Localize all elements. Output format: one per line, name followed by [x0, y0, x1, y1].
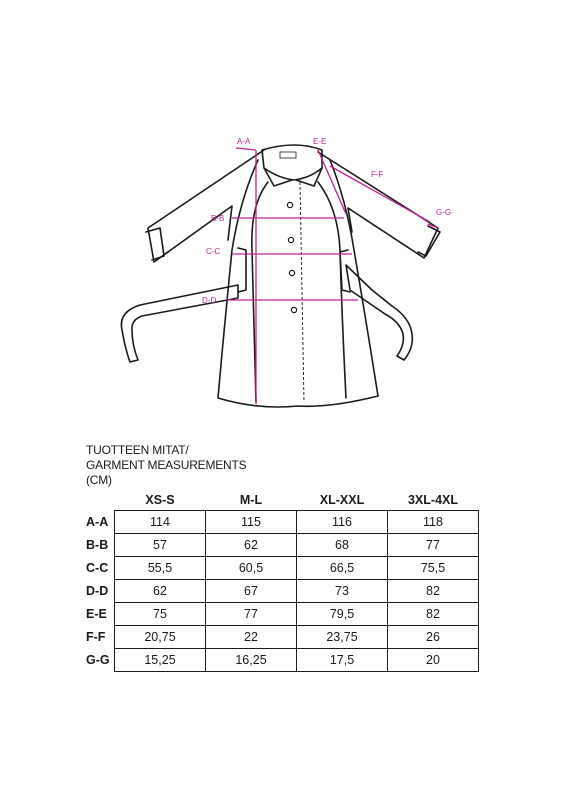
table-cell: 116	[297, 511, 388, 534]
row-label: A-A	[86, 515, 109, 529]
label-f: F-F	[371, 170, 384, 179]
table-cell: 75	[115, 603, 206, 626]
table-cell: 66,5	[297, 557, 388, 580]
table-row	[84, 649, 479, 672]
measure-guide-a	[236, 148, 256, 150]
button-2	[288, 237, 293, 242]
table-cell: 82	[388, 580, 479, 603]
table-cell: 79,5	[297, 603, 388, 626]
table-cell: 15,25	[115, 649, 206, 672]
coat-body	[218, 160, 378, 407]
table-cell: 62	[115, 580, 206, 603]
table-cell: 55,5	[115, 557, 206, 580]
table-cell: 75,5	[388, 557, 479, 580]
caption-finnish: TUOTTEEN MITAT/	[86, 443, 189, 457]
table-row	[84, 580, 479, 603]
table-cell: 17,5	[297, 649, 388, 672]
row-label: C-C	[86, 561, 109, 575]
button-3	[289, 270, 294, 275]
table-cell: 68	[297, 534, 388, 557]
label-tag	[280, 152, 296, 158]
measure-line-e	[318, 150, 346, 214]
table-cell: 22	[206, 626, 297, 649]
table-cell: 23,75	[297, 626, 388, 649]
label-c: C-C	[206, 247, 221, 256]
table-cell: 60,5	[206, 557, 297, 580]
row-label: G-G	[86, 653, 110, 667]
belt-left	[121, 285, 238, 362]
table-cell: 67	[206, 580, 297, 603]
table-cell: 77	[206, 603, 297, 626]
table-row	[84, 511, 479, 534]
button-1	[287, 202, 292, 207]
table-cell: 82	[388, 603, 479, 626]
left-sleeve	[148, 150, 264, 262]
label-a: A-A	[237, 137, 251, 146]
collar	[262, 145, 322, 180]
table-cell: 16,25	[206, 649, 297, 672]
size-chart-table	[84, 490, 479, 672]
pocket-right	[340, 250, 350, 292]
right-sleeve	[318, 152, 438, 258]
column-header-m-l: M-L	[239, 493, 263, 507]
belt-right	[346, 265, 412, 360]
label-b: B-B	[211, 214, 225, 223]
table-corner	[84, 490, 115, 511]
table-cell: 118	[388, 511, 479, 534]
table-header-row	[84, 490, 479, 511]
row-label: D-D	[86, 584, 109, 598]
raglan-seam-left	[252, 182, 268, 402]
table-row	[84, 626, 479, 649]
table-row	[84, 557, 479, 580]
table-cell: 20	[388, 649, 479, 672]
column-header-xs-s: XS-S	[145, 493, 175, 507]
table-cell: 114	[115, 511, 206, 534]
table-cell: 26	[388, 626, 479, 649]
row-label: F-F	[86, 630, 106, 644]
table-row	[84, 603, 479, 626]
caption-english: GARMENT MEASUREMENTS	[86, 458, 247, 472]
right-cuff	[418, 226, 440, 256]
row-label: E-E	[86, 607, 107, 621]
column-header-xl-xxl: XL-XXL	[319, 493, 365, 507]
row-label: B-B	[86, 538, 109, 552]
table-cell: 57	[115, 534, 206, 557]
column-header-3xl-4xl: 3XL-4XL	[407, 493, 458, 507]
table-row	[84, 534, 479, 557]
label-e: E-E	[313, 137, 327, 146]
table-cell: 77	[388, 534, 479, 557]
label-d: D-D	[202, 296, 217, 305]
measurements-caption	[86, 443, 246, 488]
table-cell: 20,75	[115, 626, 206, 649]
table-cell: 62	[206, 534, 297, 557]
table-cell: 73	[297, 580, 388, 603]
button-4	[291, 307, 296, 312]
table-cell: 115	[206, 511, 297, 534]
placket-stitch	[300, 182, 304, 402]
caption-unit: (CM)	[86, 473, 112, 487]
label-g: G-G	[436, 208, 452, 217]
